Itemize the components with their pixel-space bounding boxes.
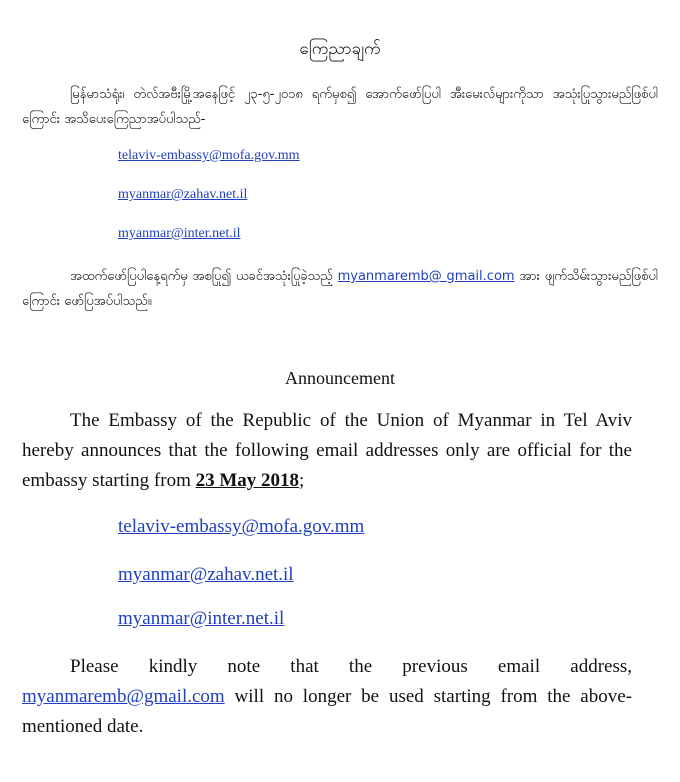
english-paragraph-1	[22, 406, 632, 496]
burmese-title: ကြေညာချက်	[299, 39, 381, 59]
english-email-link-1[interactable]: telaviv-embassy@mofa.gov.mm	[118, 516, 365, 537]
burmese-paragraph-2-text-a: အထက်ဖော်ပြပါနေ့ရက်မှ အစပြု၍ ယခင်အသုံးပြုခဲ့သည့်	[70, 269, 338, 284]
burmese-paragraph-1: မြန်မာသံရုံး၊ တဲလ်အဗီးမြို့အနေဖြင့် ၂၃-၅-၂၀၁၈ ရက်မှစ၍ အောက်ဖော်ပြပါ အီးမေးလ်များကိုသာ အသုံးပြုသွားမည်ဖြစ်ပါကြောင်း အသိပေးကြေညာအပ်ပါသည်-	[22, 87, 658, 127]
burmese-email-link-2[interactable]: myanmar@zahav.net.il	[118, 187, 248, 202]
burmese-email-link-3[interactable]: myanmar@inter.net.il	[118, 226, 241, 241]
english-title: Announcement	[285, 368, 395, 388]
burmese-paragraph-2	[22, 264, 658, 314]
english-paragraph-1-text: The Embassy of the Republic of the Union of Myanmar in Tel Aviv hereby announces that the following email addresses only are official for the embassy starting from	[22, 410, 632, 491]
english-email-link-3[interactable]: myanmar@inter.net.il	[118, 608, 285, 629]
effective-date: 23 May 2018	[195, 470, 300, 491]
english-paragraph-2	[22, 652, 632, 742]
english-email-link-2[interactable]: myanmar@zahav.net.il	[118, 564, 294, 585]
english-paragraph-2-text-a: Please kindly note that the previous email address,	[70, 656, 632, 677]
english-paragraph-1-end: ;	[299, 470, 305, 491]
english-paragraph-2-text-b: will no longer be used starting from the above-mentioned date.	[22, 686, 632, 737]
english-old-email-link[interactable]: myanmaremb@gmail.com	[22, 686, 225, 707]
burmese-email-link-1[interactable]: telaviv-embassy@mofa.gov.mm	[118, 148, 300, 163]
burmese-old-email-link[interactable]: myanmaremb@ gmail.com	[337, 269, 515, 284]
burmese-paragraph-2-text-b: အား ဖျက်သိမ်းသွားမည်ဖြစ်ပါကြောင်း ဖော်ပြအပ်ပါသည်။	[22, 269, 658, 309]
